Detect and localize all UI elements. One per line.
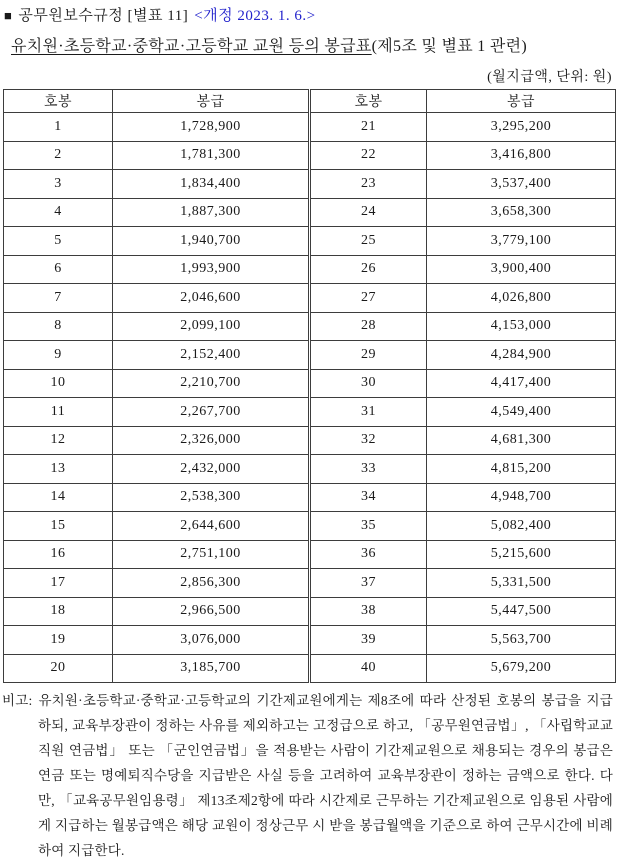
table-row [4,198,616,227]
grade-cell-right: 26 [310,255,427,284]
salary-cell-right: 4,681,300 [427,426,616,455]
grade-cell-right: 34 [310,483,427,512]
grade-cell-left: 20 [4,654,113,683]
table-row [4,569,616,598]
table-row [4,398,616,427]
grade-cell-left: 7 [4,284,113,313]
salary-cell-right: 4,026,800 [427,284,616,313]
salary-table [3,89,616,683]
grade-cell-right: 28 [310,312,427,341]
grade-cell-right: 25 [310,227,427,256]
salary-cell-right: 4,948,700 [427,483,616,512]
salary-cell-left: 1,728,900 [113,113,310,142]
grade-cell-right: 23 [310,170,427,199]
grade-cell-right: 27 [310,284,427,313]
grade-cell-left: 19 [4,626,113,655]
grade-cell-left: 9 [4,341,113,370]
salary-cell-right: 4,153,000 [427,312,616,341]
salary-cell-left: 1,993,900 [113,255,310,284]
table-header-row [4,90,616,113]
table-row [4,170,616,199]
salary-cell-left: 2,099,100 [113,312,310,341]
salary-cell-left: 2,644,600 [113,512,310,541]
grade-cell-right: 36 [310,540,427,569]
table-row [4,455,616,484]
revision-note: <개정 2023. 1. 6.> [194,8,316,24]
grade-cell-left: 2 [4,141,113,170]
salary-cell-left: 2,432,000 [113,455,310,484]
grade-cell-right: 38 [310,597,427,626]
salary-cell-left: 2,046,600 [113,284,310,313]
grade-cell-left: 17 [4,569,113,598]
grade-cell-right: 22 [310,141,427,170]
salary-cell-right: 3,537,400 [427,170,616,199]
salary-cell-right: 5,082,400 [427,512,616,541]
grade-cell-right: 31 [310,398,427,427]
regulation-label: 공무원보수규정 [별표 11] [18,8,189,24]
grade-cell-left: 18 [4,597,113,626]
salary-cell-left: 1,781,300 [113,141,310,170]
salary-cell-left: 2,751,100 [113,540,310,569]
grade-cell-left: 16 [4,540,113,569]
footnote-text: 유치원·초등학교·중학교·고등학교의 기간제교원에게는 제8조에 따라 산정된 호봉의 봉급을 지급하되, 교육부장관이 정하는 사유를 제외하고는 고정급으로 하고, 「공무원연금법」, 「사립학교교직원 연금법」 또는 「군인연금법」을 적용받는 사람이 기간제교원으로 채용되는 경우의 봉급은 연금 또는 명예퇴직수당을 지급받은 사실 등을 고려하여 교육부장관이 정하는 금액으로 한다. 다만, 「교육공무원임용령」 제13조제2항에 따라 시간제로 근무하는 기간제교원으로 임용된 사람에게 지급하는 월봉급액은 해당 교원이 정상근무 시 받을 봉급월액을 기준으로 하여 근무시간에 비례하여 지급한다. [38,693,613,858]
table-row [4,341,616,370]
page-title-main: 유치원·초등학교·중학교·고등학교 교원 등의 봉급표 [11,38,372,55]
grade-cell-left: 15 [4,512,113,541]
salary-cell-left: 3,076,000 [113,626,310,655]
salary-cell-right: 5,447,500 [427,597,616,626]
salary-cell-left: 2,856,300 [113,569,310,598]
table-row [4,312,616,341]
salary-cell-right: 5,215,600 [427,540,616,569]
table-row [4,141,616,170]
salary-cell-right: 3,658,300 [427,198,616,227]
salary-cell-left: 1,940,700 [113,227,310,256]
footnote-label: 비고: [2,693,33,708]
table-row [4,426,616,455]
table-row [4,626,616,655]
table-row [4,483,616,512]
grade-cell-left: 14 [4,483,113,512]
grade-cell-left: 5 [4,227,113,256]
table-row [4,512,616,541]
salary-cell-left: 2,966,500 [113,597,310,626]
salary-cell-right: 4,549,400 [427,398,616,427]
grade-cell-left: 1 [4,113,113,142]
salary-cell-left: 2,326,000 [113,426,310,455]
salary-cell-left: 2,267,700 [113,398,310,427]
table-row [4,255,616,284]
grade-cell-right: 30 [310,369,427,398]
grade-cell-right: 35 [310,512,427,541]
grade-cell-right: 33 [310,455,427,484]
table-row [4,540,616,569]
salary-cell-right: 5,331,500 [427,569,616,598]
grade-cell-left: 12 [4,426,113,455]
grade-cell-right: 40 [310,654,427,683]
page-title [2,33,615,56]
salary-cell-right: 3,900,400 [427,255,616,284]
grade-cell-right: 29 [310,341,427,370]
salary-cell-right: 4,284,900 [427,341,616,370]
header-salary-right: 봉급 [427,90,616,113]
salary-cell-right: 4,417,400 [427,369,616,398]
unit-note: (월지급액, 단위: 원) [487,70,612,85]
salary-cell-left: 2,152,400 [113,341,310,370]
grade-cell-left: 8 [4,312,113,341]
page-title-suffix: (제5조 및 별표 1 관련) [371,38,528,55]
footnote [2,688,615,863]
salary-cell-left: 1,887,300 [113,198,310,227]
regulation-heading [2,4,615,25]
grade-cell-right: 32 [310,426,427,455]
grade-cell-left: 3 [4,170,113,199]
table-row [4,369,616,398]
table-row [4,113,616,142]
grade-cell-left: 11 [4,398,113,427]
salary-cell-right: 5,679,200 [427,654,616,683]
table-row [4,227,616,256]
salary-cell-right: 4,815,200 [427,455,616,484]
section-bullet-icon: ■ [4,8,13,23]
salary-cell-right: 3,779,100 [427,227,616,256]
grade-cell-left: 13 [4,455,113,484]
grade-cell-left: 4 [4,198,113,227]
salary-cell-left: 2,538,300 [113,483,310,512]
grade-cell-left: 10 [4,369,113,398]
salary-cell-left: 3,185,700 [113,654,310,683]
header-grade-left: 호봉 [4,90,113,113]
salary-cell-left: 2,210,700 [113,369,310,398]
grade-cell-right: 21 [310,113,427,142]
header-grade-right: 호봉 [310,90,427,113]
salary-table-body [4,113,616,683]
header-salary-left: 봉급 [113,90,310,113]
grade-cell-right: 39 [310,626,427,655]
table-row [4,597,616,626]
salary-cell-left: 1,834,400 [113,170,310,199]
grade-cell-left: 6 [4,255,113,284]
grade-cell-right: 37 [310,569,427,598]
table-row [4,654,616,683]
salary-cell-right: 5,563,700 [427,626,616,655]
salary-cell-right: 3,416,800 [427,141,616,170]
grade-cell-right: 24 [310,198,427,227]
table-row [4,284,616,313]
salary-cell-right: 3,295,200 [427,113,616,142]
